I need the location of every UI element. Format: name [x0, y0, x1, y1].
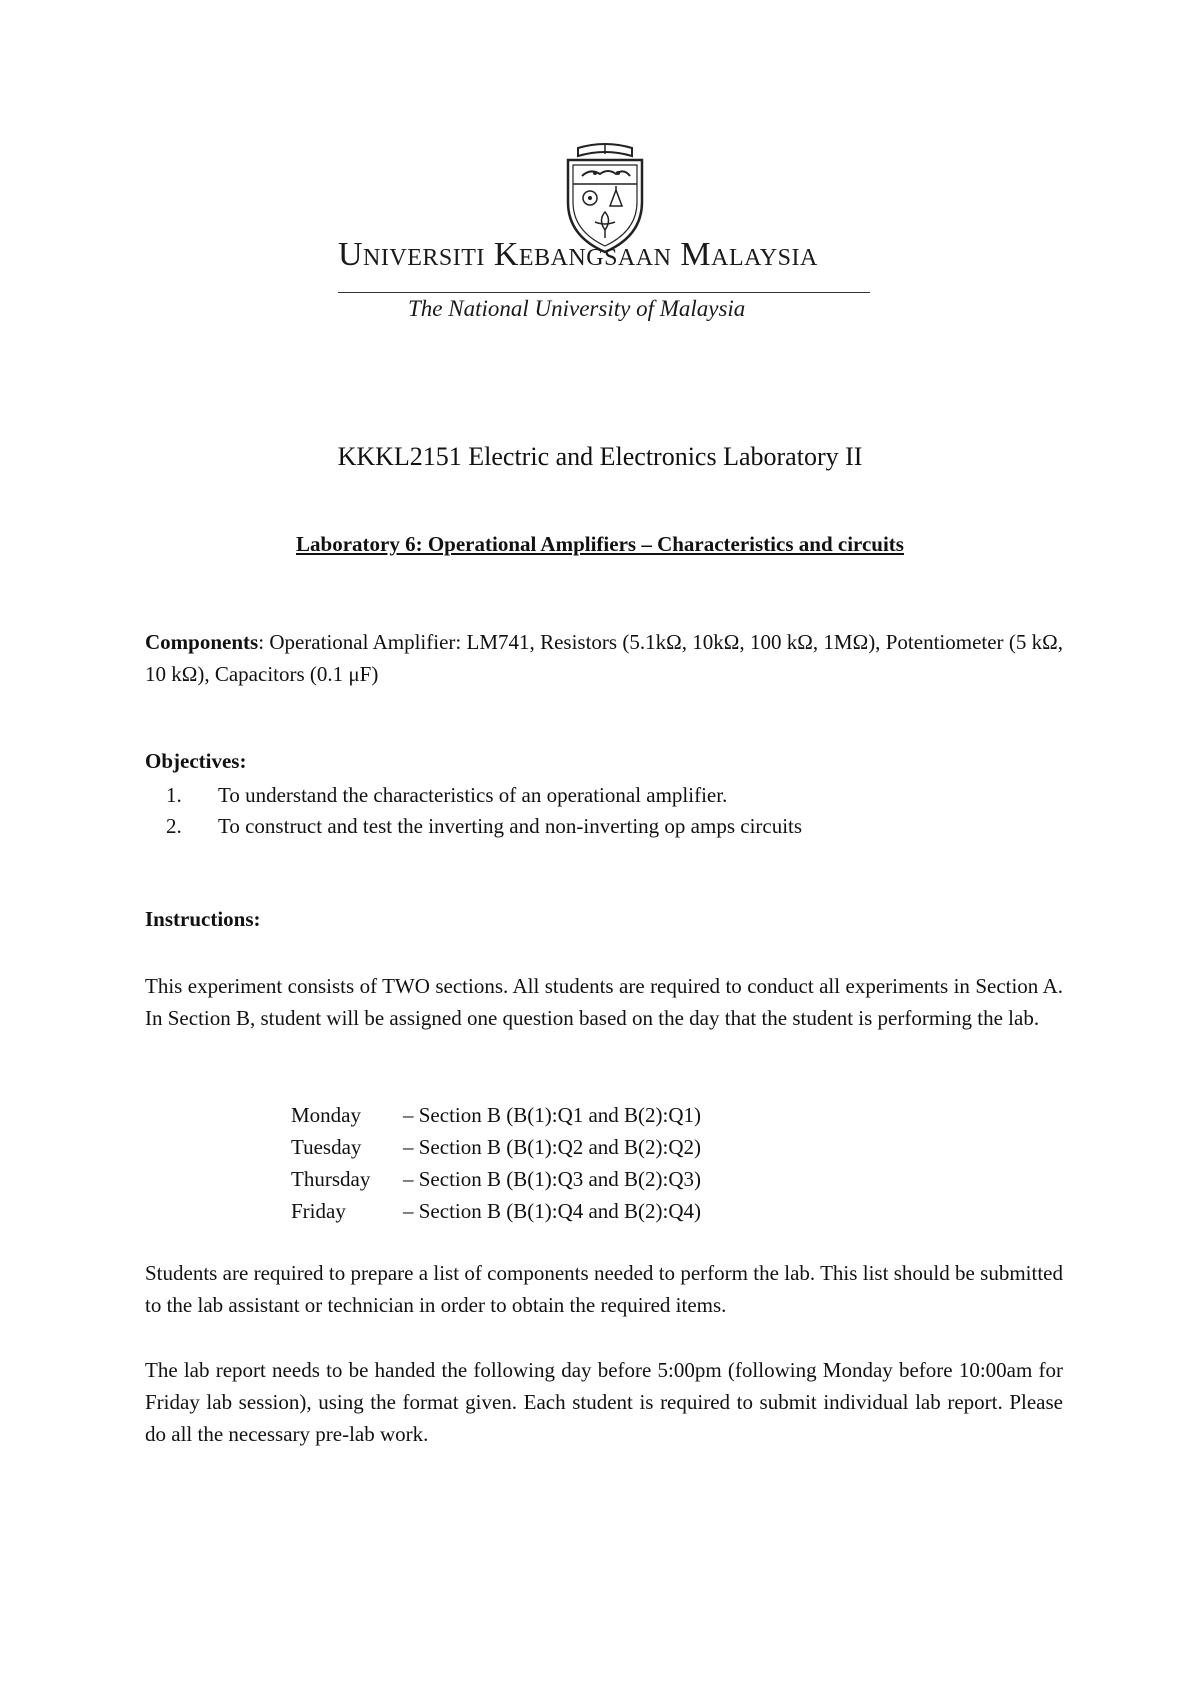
- list-item: [166, 811, 802, 842]
- objectives-heading: Objectives:: [145, 749, 247, 773]
- schedule-day: Tuesday: [291, 1135, 362, 1159]
- schedule-row: [291, 1131, 701, 1163]
- schedule-day: Monday: [291, 1103, 361, 1127]
- schedule-row: [291, 1195, 701, 1227]
- list-item: [166, 780, 802, 811]
- components-paragraph: [145, 626, 1063, 690]
- components-text: : Operational Amplifier: LM741, Resistors (5.1kΩ, 10kΩ, 100 kΩ, 1MΩ), Potentiometer (5 kΩ, 10 kΩ), Capacitors (0.1 μF): [145, 630, 1063, 686]
- lab-title: Laboratory 6: Operational Amplifiers – Characteristics and circuits: [296, 532, 904, 556]
- list-item-number: 1.: [166, 783, 182, 807]
- list-item-text: To understand the characteristics of an operational amplifier.: [218, 783, 728, 807]
- schedule-assignment: – Section B (B(1):Q3 and B(2):Q3): [403, 1167, 702, 1191]
- objectives-list: [166, 780, 802, 842]
- schedule-assignment: – Section B (B(1):Q1 and B(2):Q1): [403, 1103, 702, 1127]
- list-item-text: To construct and test the inverting and non-inverting op amps circuits: [218, 814, 803, 838]
- instructions-heading: Instructions:: [145, 907, 261, 931]
- course-title: KKKL2151 Electric and Electronics Laboratory II: [337, 442, 863, 471]
- header-divider: [338, 292, 870, 293]
- schedule-assignment: – Section B (B(1):Q2 and B(2):Q2): [403, 1135, 702, 1159]
- list-item-number: 2.: [166, 814, 182, 838]
- components-label: Components: [145, 630, 259, 654]
- schedule-list: [291, 1099, 701, 1227]
- components-note-paragraph: Students are required to prepare a list of components needed to perform the lab. This list should be submitted to the lab assistant or technician in order to obtain the required items.: [145, 1261, 1063, 1317]
- schedule-row: [291, 1163, 701, 1195]
- schedule-assignment: – Section B (B(1):Q4 and B(2):Q4): [403, 1199, 702, 1223]
- university-name: Universiti Kebangsaan Malaysia: [338, 236, 818, 273]
- report-note-paragraph: The lab report needs to be handed the following day before 5:00pm (following Monday before 10:00am for Friday lab session), using the format given. Each student is required to submit individual lab report. Please do all the necessary pre-lab work.: [145, 1358, 1063, 1446]
- schedule-day: Thursday: [291, 1167, 371, 1191]
- schedule-day: Friday: [291, 1199, 346, 1223]
- university-subtitle: The National University of Malaysia: [408, 296, 746, 321]
- schedule-row: [291, 1099, 701, 1131]
- instructions-intro: This experiment consists of TWO sections. All students are required to conduct all experiments in Section A. In Section B, student will be assigned one question based on the day that the student is performing the lab.: [145, 974, 1063, 1030]
